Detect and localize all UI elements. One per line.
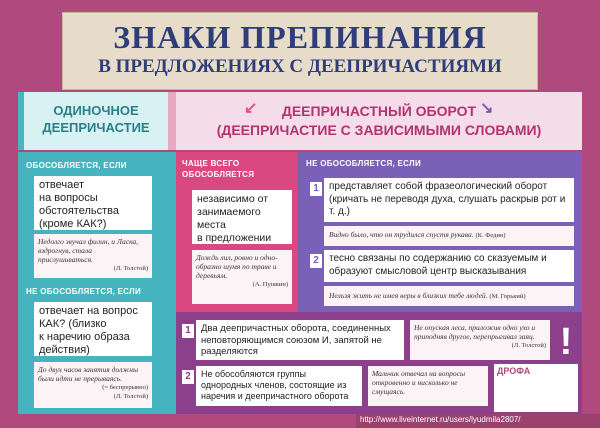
- item-number: 1: [182, 324, 194, 338]
- header-single-line2: ДЕЕПРИЧАСТИЕ: [42, 120, 150, 135]
- item-number: 2: [182, 370, 194, 384]
- example-not-isolated-text: До двух часов занятия должны были идти не прерываясь.: [38, 365, 139, 383]
- example-often-isolated: [192, 250, 292, 304]
- rule-not-isolated: [34, 302, 152, 356]
- rule-often-line: в предложении: [197, 232, 272, 244]
- example-two-phrases-text: Не опуская леса, приложив одно ухо и приподняв другое, перепрыгивал заяц.: [414, 323, 536, 341]
- header-participle-phrase: [176, 92, 582, 150]
- rule-often-line: места: [197, 219, 226, 231]
- example-not-isolated-author: (Л. Толстой): [113, 393, 148, 400]
- item-number: 1: [310, 182, 322, 196]
- rule-homogeneous: Не обособляются группы однородных членов, состоящие из наречия и деепричастного оборота: [196, 366, 362, 406]
- header-phrase-line2: (ДЕЕПРИЧАСТИЕ С ЗАВИСИМЫМИ СЛОВАМИ): [216, 122, 542, 138]
- item-number: 2: [310, 254, 322, 268]
- rule-isolated-line: на вопросы: [39, 192, 98, 204]
- tag-phrase-not-isolated: НЕ ОБОСОБЛЯЕТСЯ, ЕСЛИ: [306, 159, 422, 168]
- tag-isolated-if: ОБОСОБЛЯЕТСЯ, ЕСЛИ: [26, 161, 127, 170]
- tag-not-isolated-if: НЕ ОБОСОБЛЯЕТСЯ, ЕСЛИ: [26, 287, 142, 296]
- arrow-down-right-icon: ↘: [480, 100, 494, 117]
- example-isolated-author: (Л. Толстой): [113, 265, 148, 272]
- rule-phraseological: представляет собой фразеологический оборот (кричать не переводя духа, слушать раскрыв рот и т. д.): [324, 178, 574, 222]
- header-divider: [168, 92, 176, 150]
- rule-semantic-center: тесно связаны по содержанию со сказуемым и образуют смысловой центр высказывания: [324, 250, 574, 282]
- example-often-author: (А. Пушкин): [252, 281, 288, 288]
- example-often-text: Дождь лил, ровно и одно-образно шумя по траве и деревьям.: [196, 253, 278, 280]
- rule-two-phrases: Два деепричастных оборота, соединенных неповторяющимся союзом И, запятой не разделяются: [196, 320, 404, 360]
- publisher-mark: ДРОФА: [497, 366, 531, 376]
- rule-isolated: [34, 176, 152, 230]
- tag-often-isolated: ЧАЩЕ ВСЕГО ОБОСОБЛЯЕТСЯ: [182, 159, 255, 179]
- title-banner: [62, 12, 538, 90]
- rule-isolated-line: (кроме КАК?): [39, 218, 107, 230]
- rule-often-isolated: [192, 190, 292, 244]
- example-isolated: [34, 234, 152, 278]
- example-isolated-text: Недолго звучал филин, и Ласка, вздрогнув, стала прислушиваться.: [38, 237, 139, 264]
- rule-not-isolated-line: действия): [39, 344, 90, 356]
- example-not-isolated-note: (= беспрерывно): [102, 384, 148, 391]
- example-phraseological-author: (К. Федин): [475, 232, 506, 239]
- example-homogeneous: Мальчик отвечал на вопросы откровенно и нисколько не смущаясь.: [368, 366, 488, 406]
- example-semantic-center-author: (М. Горький): [489, 293, 526, 300]
- rule-isolated-line: отвечает: [39, 179, 85, 191]
- header-single-participle: [18, 92, 168, 150]
- arrow-down-left-icon: ↙: [244, 100, 258, 117]
- rule-often-line: занимаемого: [197, 206, 261, 218]
- example-not-isolated: [34, 362, 152, 408]
- publisher-logo: [494, 364, 578, 412]
- watermark-url: http://www.liveinternet.ru/users/lyudmila2807/: [356, 414, 600, 428]
- example-two-phrases: [410, 320, 550, 360]
- page-title: ЗНАКИ ПРЕПИНАНИЯ: [113, 19, 487, 55]
- example-phraseological: [324, 226, 574, 246]
- rule-not-isolated-line: отвечает на вопрос: [39, 305, 138, 317]
- header-single-line1: ОДИНОЧНОЕ: [53, 103, 139, 118]
- rule-not-isolated-line: к наречию образа: [39, 331, 130, 343]
- rule-not-isolated-line: КАК? (близко: [39, 318, 107, 330]
- page-subtitle: В ПРЕДЛОЖЕНИЯХ С ДЕЕПРИЧАСТИЯМИ: [98, 56, 502, 77]
- exclamation-icon: !: [559, 321, 573, 363]
- example-semantic-center: [324, 286, 574, 306]
- example-two-phrases-author: (Л. Толстой): [511, 342, 546, 349]
- rule-often-line: независимо от: [197, 193, 269, 205]
- example-semantic-center-text: Нельзя жить не имея веры в близких тебе людей.: [329, 291, 488, 300]
- header-phrase-line1: ДЕЕПРИЧАСТНЫЙ ОБОРОТ: [281, 103, 477, 119]
- example-phraseological-text: Видно было, что он трудился спустя рукава.: [329, 230, 474, 239]
- rule-isolated-line: обстоятельства: [39, 205, 119, 217]
